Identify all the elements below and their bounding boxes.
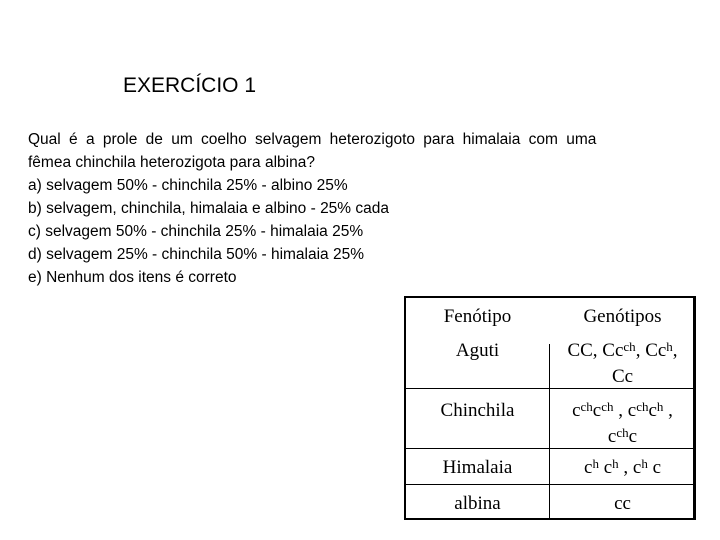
header-phenotype: Fenótipo — [443, 306, 512, 327]
header-genotypes: Genótipos — [583, 306, 662, 327]
genotype-chinchila: $c^{ch}c^{ch}$ , $c^{ch}c^h$ , $c^{ch}c$ — [572, 399, 673, 447]
phenotype-himalaia: Himalaia — [442, 457, 513, 478]
question-text-line-1: Qual é a prole de um coelho selvagem heterozigoto para himalaia com uma — [28, 131, 597, 148]
phenotype-aguti: Aguti — [455, 340, 500, 361]
option-e: e) Nenhum dos itens é correto — [28, 269, 237, 286]
phenotype-chinchila: Chinchila — [440, 400, 515, 421]
genotype-table — [404, 296, 696, 520]
option-a: a) selvagem 50% - chinchila 25% - albino 25% — [28, 177, 348, 194]
genotype-albina: cc — [614, 493, 631, 514]
option-d: d) selvagem 25% - chinchila 50% - himalaia 25% — [28, 246, 364, 263]
phenotype-albina: albina — [454, 493, 501, 514]
question-text-line-2: fêmea chinchila heterozigota para albina? — [28, 154, 315, 171]
question-block — [28, 128, 688, 289]
slide-title: EXERCÍCIO 1 — [123, 74, 257, 97]
genotype-himalaia: $c^h$ $c^h$ , $c^h$ c — [584, 456, 661, 478]
option-b: b) selvagem, chinchila, himalaia e albino - 25% cada — [28, 200, 390, 217]
option-c: c) selvagem 50% - chinchila 25% - himalaia 25% — [28, 223, 364, 240]
row-divider — [406, 484, 693, 485]
genotype-aguti: CC, $Cc^{ch}$, Cc$^h$, Cc — [567, 339, 678, 387]
